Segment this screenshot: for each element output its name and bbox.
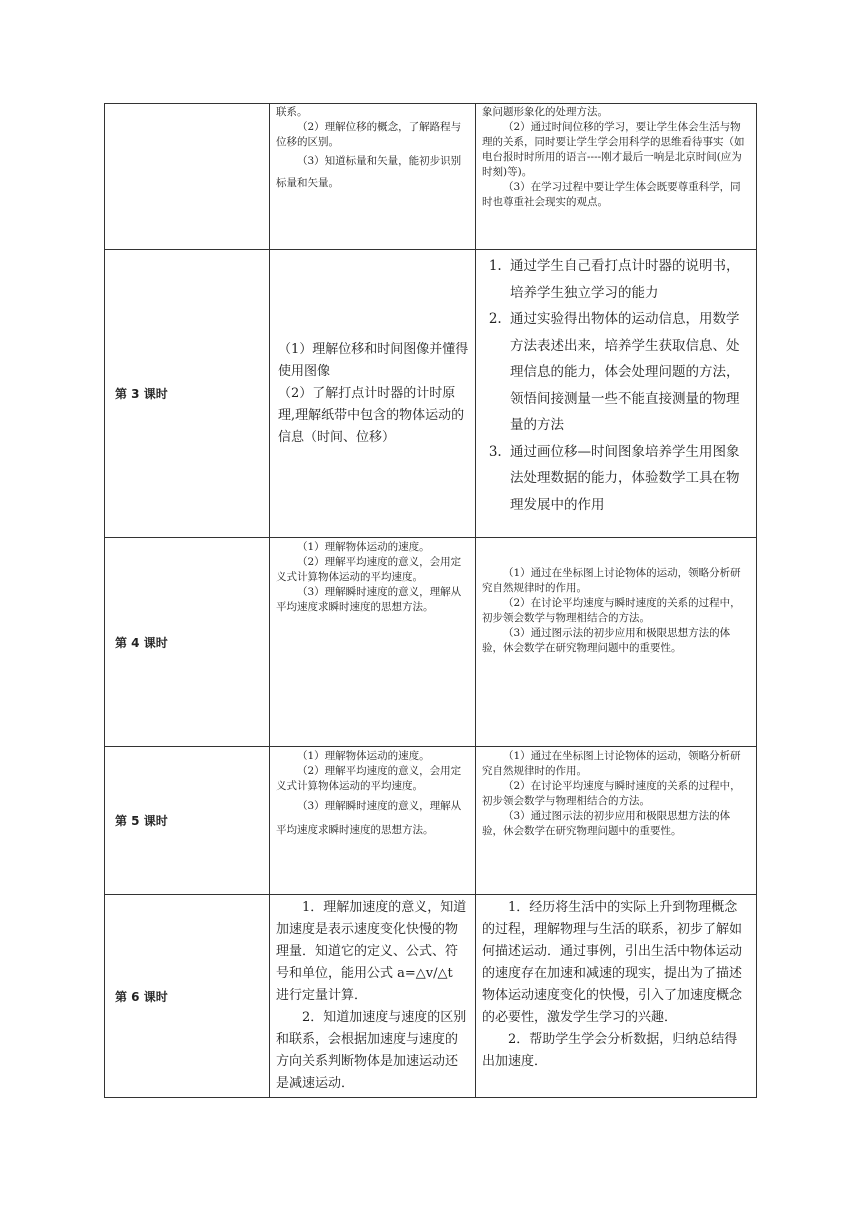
method-text: （1）通过在坐标图上讨论物体的运动，领略分析研究自然规律时的作用。: [482, 750, 741, 777]
method-text: （3）通过图示法的初步应用和极限思想方法的体验，休会数学在研究物理问题中的重要性。: [482, 627, 731, 654]
objective-text: （2）理解位移的概念，了解路程与位移的区别。: [276, 121, 462, 148]
method-text: 3. 通过画位移—时间图象培养学生用图象法处理数据的能力，体验数学工具在物理发展中的作用: [506, 439, 750, 519]
methods-cell: [476, 250, 757, 538]
lesson-label: 第 4 课时: [105, 538, 270, 747]
method-text: （3）通过图示法的初步应用和极限思想方法的体验，休会数学在研究物理问题中的重要性。: [482, 810, 731, 837]
objectives-cell: [270, 747, 476, 895]
objective-text: （3）理解瞬时速度的意义，理解从平均速度求瞬时速度的思想方法。: [276, 800, 462, 836]
method-text: 1. 通过学生自己看打点计时器的说明书，培养学生独立学习的能力: [506, 253, 750, 306]
method-text: （2）在讨论平均速度与瞬时速度的关系的过程中，初步领会数学与物理相结合的方法。: [482, 597, 741, 624]
objective-text: （2）理解平均速度的意义，会用定义式计算物体运动的平均速度。: [276, 765, 462, 792]
objectives-cell: [270, 538, 476, 747]
table-row: [105, 895, 757, 1098]
method-text: （2）通过时间位移的学习，要让学生体会生活与物理的关系，同时要让学生学会用科学的思维看待事实（如电台报时时所用的语言----刚才最后一响是北京时间(应为时刻)等)。: [482, 121, 745, 178]
lesson-plan-table: [104, 103, 757, 1098]
objective-text: 1．理解加速度的意义，知道加速度是表示速度变化快慢的物理量．知道它的定义、公式、符号和单位，能用公式 a=△v/△t 进行定量计算．: [276, 900, 467, 1003]
lesson-label: 第 5 课时: [105, 747, 270, 895]
objective-text: （2）理解平均速度的意义，会用定义式计算物体运动的平均速度。: [276, 556, 462, 583]
objectives-cell: [270, 104, 476, 250]
methods-cell: [476, 747, 757, 895]
method-text: （2）在讨论平均速度与瞬时速度的关系的过程中，初步领会数学与物理相结合的方法。: [482, 780, 741, 807]
objective-text: （3）知道标量和矢量，能初步识别标量和矢量。: [276, 155, 462, 189]
objectives-cell: [270, 895, 476, 1098]
objective-text: （1）理解位移和时间图像并懂得使用图像: [278, 341, 469, 379]
methods-cell: [476, 895, 757, 1098]
objectives-cell: [270, 250, 476, 538]
method-text: 象问题形象化的处理方法。: [482, 106, 608, 118]
objective-text: （1）理解物体运动的速度。: [297, 750, 430, 762]
method-text: 1．经历将生活中的实际上升到物理概念的过程，理解物理与生活的联系，初步了解如何描述运动．通过事例，引出生活中物体运动的速度存在加速和减速的现实，提出为了描述物体运动速度变化的快慢，引入了加速度概念的必要性，激发学生学习的兴趣．: [482, 900, 743, 1025]
objective-text: （1）理解物体运动的速度。: [297, 541, 430, 553]
table-row: [105, 104, 757, 250]
table-row: [105, 538, 757, 747]
method-text: 2．帮助学生学会分析数据，归纳总结得出加速度．: [482, 1032, 738, 1069]
methods-cell: [476, 538, 757, 747]
table-row: [105, 250, 757, 538]
method-text: （3）在学习过程中要让学生体会既要尊重科学，同时也尊重社会现实的观点。: [482, 181, 741, 208]
method-text: （1）通过在坐标图上讨论物体的运动，领略分析研究自然规律时的作用。: [482, 567, 741, 594]
lesson-label: 第 3 课时: [105, 250, 270, 538]
methods-cell: [476, 104, 757, 250]
lesson-label: 第 6 课时: [105, 895, 270, 1098]
lesson-label: [105, 104, 270, 250]
objective-text: （2）了解打点计时器的计时原理,理解纸带中包含的物体运动的信息（时间、位移）: [278, 385, 465, 445]
objective-text: 2．知道加速度与速度的区别和联系，会根据加速度与速度的方向关系判断物体是加速运动还是减速运动．: [276, 1010, 467, 1091]
method-text: 2. 通过实验得出物体的运动信息，用数学方法表述出来，培养学生获取信息、处理信息的能力，体会处理问题的方法，领悟间接测量一些不能直接测量的物理量的方法: [506, 306, 750, 439]
table-row: [105, 747, 757, 895]
objective-text: 联系。: [276, 106, 308, 118]
objective-text: （3）理解瞬时速度的意义，理解从平均速度求瞬时速度的思想方法。: [276, 586, 462, 613]
